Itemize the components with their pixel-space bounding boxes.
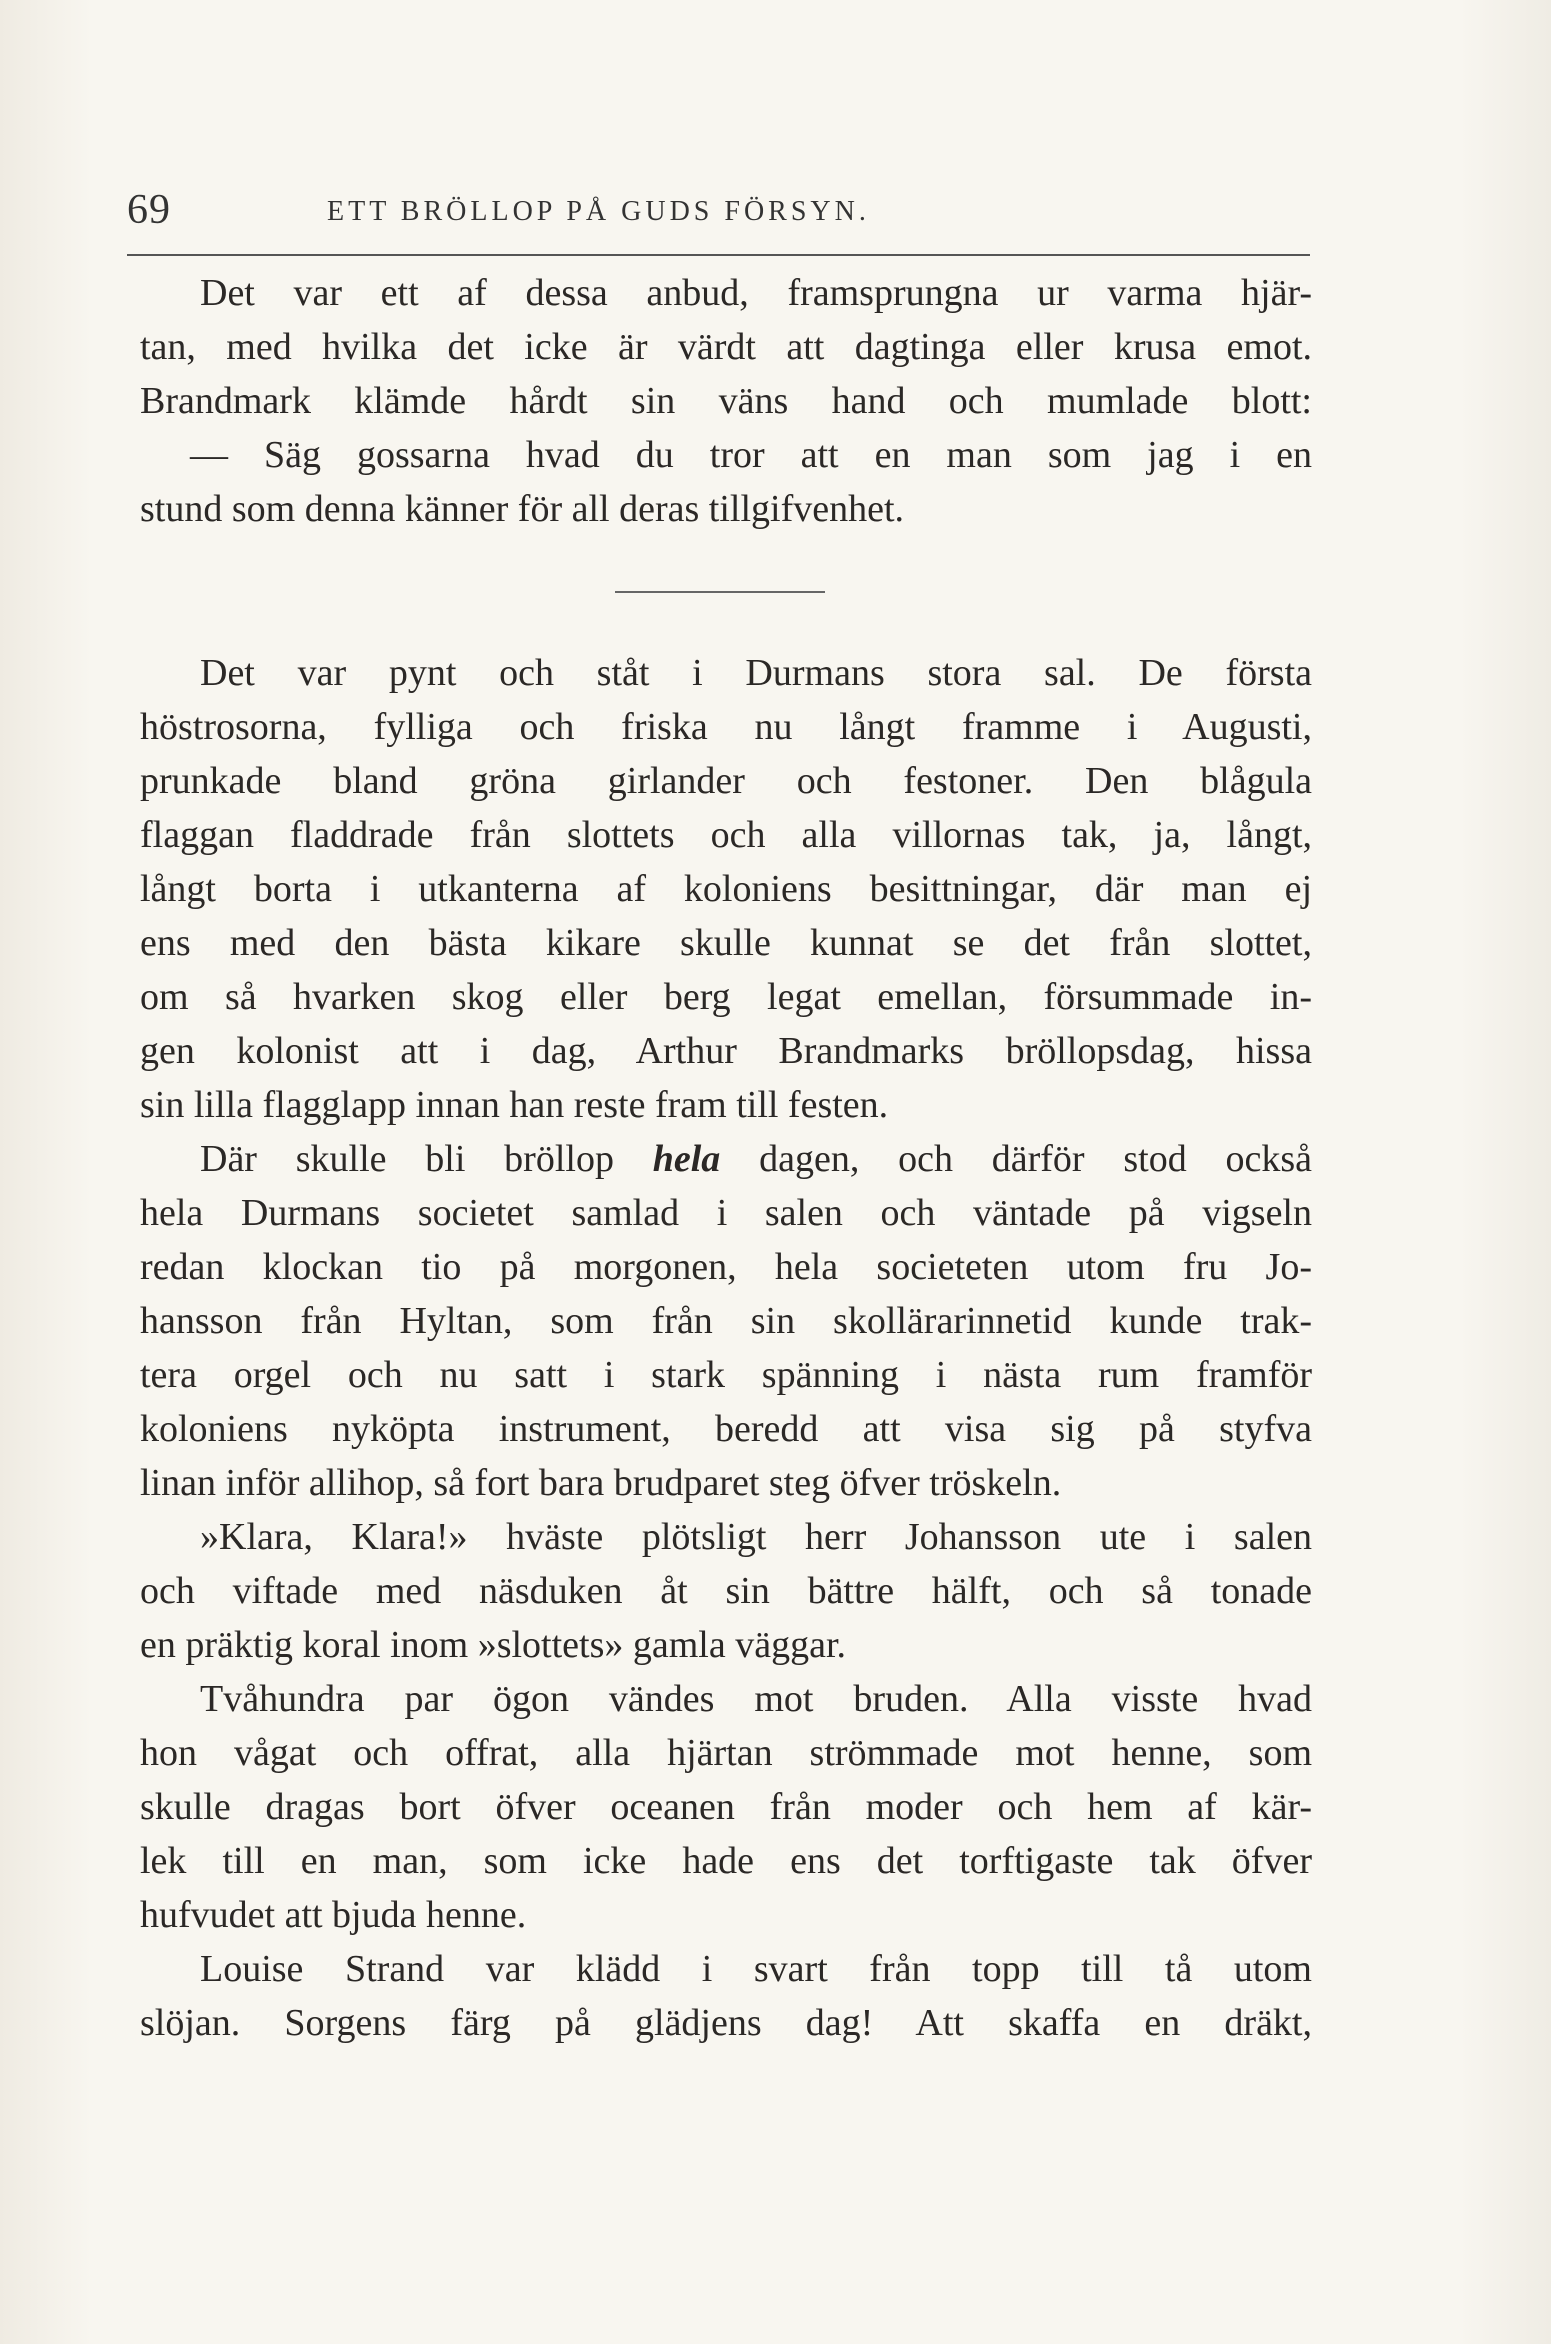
text-line: hufvudet att bjuda henne. (140, 1894, 527, 1936)
text-line: flaggan fladdrade från slottets och alla villornas tak, ja, långt, (140, 814, 1312, 856)
text-line: en präktig koral inom »slottets» gamla väggar. (140, 1624, 847, 1666)
text-line: ens med den bästa kikare skulle kunnat se det från slottet, (140, 922, 1312, 964)
text-line: — Säg gossarna hvad du tror att en man som jag i en (190, 434, 1312, 476)
text-line: linan inför allihop, så fort bara brudparet steg öfver tröskeln. (140, 1462, 1062, 1504)
running-title: ETT BRÖLLOP PÅ GUDS FÖRSYN. (327, 196, 870, 227)
text-line: hon vågat och offrat, alla hjärtan strömmade mot henne, som (140, 1732, 1312, 1774)
text-line: Det var pynt och ståt i Durmans stora sal. De första (200, 652, 1312, 694)
text-line: Louise Strand var klädd i svart från topp till tå utom (200, 1948, 1312, 1990)
text-line: Brandmark klämde hårdt sin väns hand och mumlade blott: (140, 380, 1312, 422)
text-line: koloniens nyköpta instrument, beredd att visa sig på styfva (140, 1408, 1312, 1450)
text-line: »Klara, Klara!» hväste plötsligt herr Johansson ute i salen (200, 1516, 1312, 1558)
text-segment: dagen, och därför stod också (720, 1138, 1313, 1180)
text-line: gen kolonist att i dag, Arthur Brandmarks bröllopsdag, hissa (140, 1030, 1312, 1072)
text-line: sin lilla flagglapp innan han reste fram till festen. (140, 1084, 889, 1126)
page-header (127, 186, 1310, 242)
text-line: redan klockan tio på morgonen, hela societeten utom fru Jo- (140, 1246, 1312, 1288)
text-line: Det var ett af dessa anbud, framsprungna ur varma hjär- (200, 272, 1312, 314)
text-line: Tvåhundra par ögon vändes mot bruden. Alla visste hvad (200, 1678, 1312, 1720)
text-line: hela Durmans societet samlad i salen och väntade på vigseln (140, 1192, 1312, 1234)
text-line: skulle dragas bort öfver oceanen från moder och hem af kär- (140, 1786, 1312, 1828)
page-number: 69 (127, 187, 171, 233)
text-line: tera orgel och nu satt i stark spänning i nästa rum framför (140, 1354, 1312, 1396)
text-line: om så hvarken skog eller berg legat emellan, försummade in- (140, 976, 1312, 1018)
text-line: långt borta i utkanterna af koloniens besittningar, där man ej (140, 868, 1312, 910)
section-1 (140, 266, 1312, 536)
text-line: tan, med hvilka det icke är värdt att dagtinga eller krusa emot. (140, 326, 1312, 368)
header-rule (127, 254, 1310, 256)
italic-word: hela (652, 1138, 721, 1180)
text-line: stund som denna känner för all deras tillgifvenhet. (140, 488, 905, 530)
text-line-hela (140, 1132, 1312, 1186)
text-line: lek till en man, som icke hade ens det torftigaste tak öfver (140, 1840, 1312, 1882)
text-line: slöjan. Sorgens färg på glädjens dag! Att skaffa en dräkt, (140, 2002, 1312, 2044)
text-line: höstrosorna, fylliga och friska nu långt framme i Augusti, (140, 706, 1312, 748)
section-2 (140, 646, 1312, 2050)
text-segment: Där skulle bli bröllop (200, 1138, 653, 1180)
text-line: och viftade med näsduken åt sin bättre hälft, och så tonade (140, 1570, 1312, 1612)
text-line: hansson från Hyltan, som från sin skollärarinnetid kunde trak- (140, 1300, 1312, 1342)
text-line: prunkade bland gröna girlander och festoner. Den blågula (140, 760, 1312, 802)
section-divider (615, 591, 825, 593)
